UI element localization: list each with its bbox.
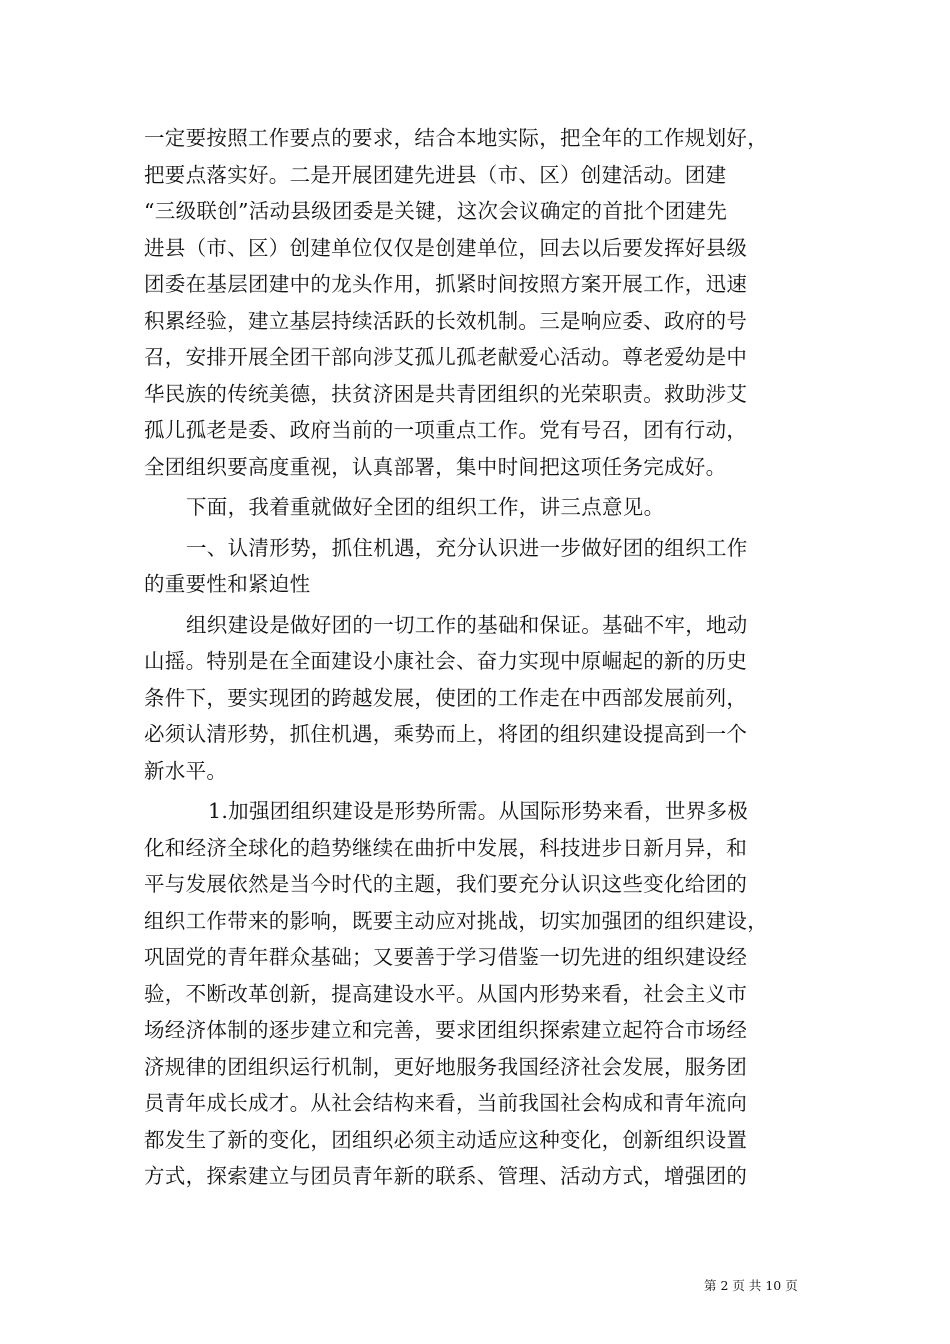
text-line: 组织工作带来的影响，既要主动应对挑战，切实加强团的组织建设， [144, 908, 768, 933]
text-line: 济规律的团组织运行机制，更好地服务我国经济社会发展，服务团 [144, 1054, 748, 1079]
text-line: 1.加强团组织建设是形势所需。从国际形势来看，世界多极 [208, 799, 749, 823]
text-line: 山摇。特别是在全面建设小康社会、奋力实现中原崛起的新的历史 [144, 649, 748, 673]
text-line: 进县（市、区）创建单位仅仅是创建单位，回去以后要发挥好县级 [144, 235, 748, 260]
text-line: 的重要性和紧迫性 [144, 572, 311, 596]
text-line: 条件下，要实现团的跨越发展，使团的工作走在中西部发展前列， [144, 685, 748, 710]
text-line: 化和经济全球化的趋势继续在曲折中发展，科技进步日新月异，和 [144, 835, 748, 860]
text-line: 华民族的传统美德，扶贫济困是共青团组织的光荣职责。救助涉艾 [144, 381, 748, 406]
text-line: 场经济体制的逐步建立和完善，要求团组织探索建立起符合市场经 [144, 1018, 748, 1042]
text-line: 一定要按照工作要点的要求，结合本地实际，把全年的工作规划好， [144, 126, 768, 150]
text-line: 必须认清形势，抓住机遇，乘势而上，将团的组织建设提高到一个 [144, 722, 748, 746]
text-line: 巩固党的青年群众基础；又要善于学习借鉴一切先进的组织建设经 [144, 945, 748, 969]
text-line: 一、认清形势，抓住机遇，充分认识进一步做好团的组织工作 [186, 535, 748, 560]
text-line: 平与发展依然是当今时代的主题，我们要充分认识这些变化给团的 [144, 872, 748, 896]
text-line: 都发生了新的变化，团组织必须主动适应这种变化，创新组织设置 [144, 1127, 748, 1152]
text-line: 新水平。 [144, 758, 228, 783]
text-line: 把要点落实好。二是开展团建先进县（市、区）创建活动。团建 [144, 162, 727, 187]
text-line: “三级联创”活动县级团委是关键，这次会议确定的首批个团建先 [144, 199, 728, 223]
text-line: 团委在基层团建中的龙头作用，抓紧时间按照方案开展工作，迅速 [144, 272, 748, 296]
body-text [144, 120, 806, 1195]
text-line: 召，安排开展全团干部向涉艾孤儿孤老献爱心活动。尊老爱幼是中 [144, 345, 748, 369]
text-line: 下面，我着重就做好全团的组织工作，讲三点意见。 [186, 495, 665, 519]
text-line: 员青年成长成才。从社会结构来看，当前我国社会构成和青年流向 [144, 1091, 748, 1115]
text-line: 方式，探索建立与团员青年新的联系、管理、活动方式，增强团的 [144, 1164, 748, 1188]
text-line: 组织建设是做好团的一切工作的基础和保证。基础不牢，地动 [186, 612, 748, 637]
text-line: 积累经验，建立基层持续活跃的长效机制。三是响应委、政府的号 [144, 308, 748, 333]
text-line: 全团组织要高度重视，认真部署，集中时间把这项任务完成好。 [144, 454, 727, 479]
text-line: 孤儿孤老是委、政府当前的一项重点工作。党有号召，团有行动， [144, 418, 748, 442]
page-number: 第 2 页 共 10 页 [704, 1278, 798, 1293]
text-line: 验，不断改革创新，提高建设水平。从国内形势来看，社会主义市 [144, 981, 748, 1006]
